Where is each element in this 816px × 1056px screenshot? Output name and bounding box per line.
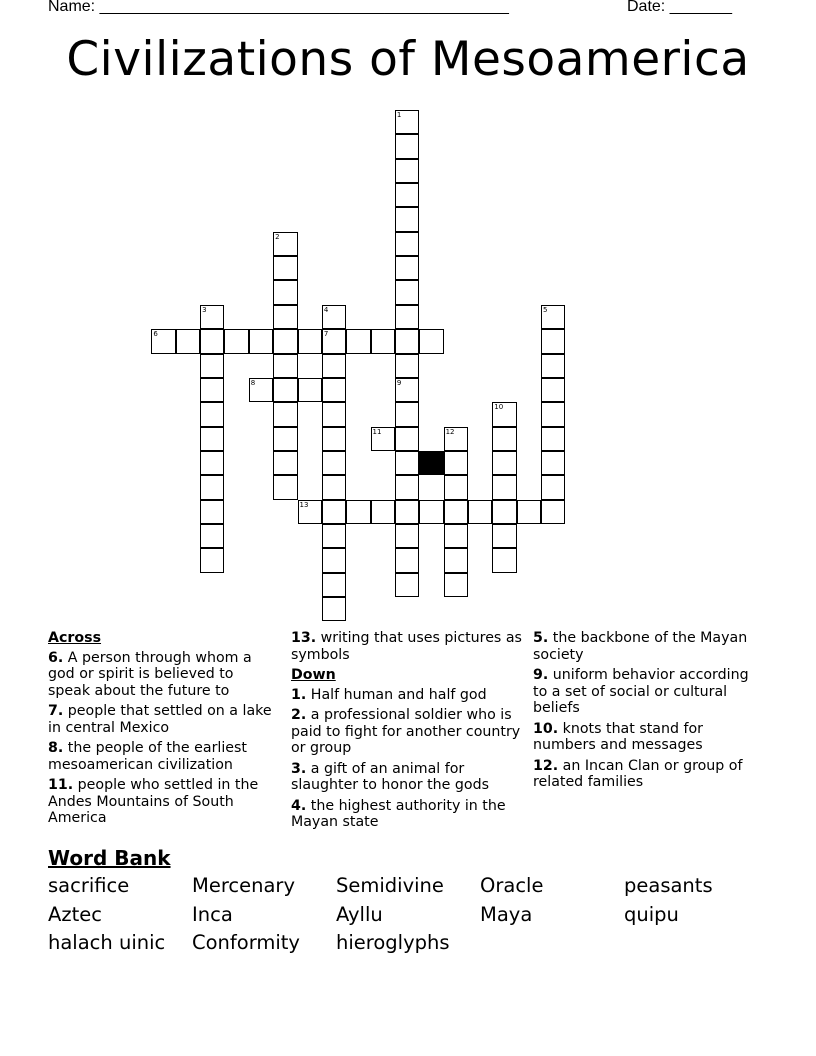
clue-number: 5 (543, 305, 548, 314)
grid-cell[interactable] (395, 548, 419, 572)
grid-cell[interactable] (395, 134, 419, 158)
clue-number: 2 (275, 232, 280, 241)
clue-number: 8 (250, 378, 256, 387)
grid-cell[interactable] (200, 524, 224, 548)
word-bank-item: Semidivine (336, 874, 444, 897)
grid-cell[interactable] (322, 427, 346, 451)
grid-cell[interactable] (492, 524, 516, 548)
grid-cell-numbered[interactable] (541, 305, 565, 329)
grid-cell-numbered[interactable] (273, 232, 297, 256)
word-bank-item: Maya (480, 903, 533, 926)
grid-cell[interactable] (492, 475, 516, 499)
down-heading: Down (291, 667, 336, 683)
grid-cell[interactable] (444, 451, 468, 475)
word-bank-item: Mercenary (192, 874, 295, 897)
word-bank-item: Conformity (192, 931, 300, 954)
clue-number: 6 (153, 330, 158, 339)
grid-cell[interactable] (298, 329, 322, 353)
grid-cell[interactable] (444, 573, 468, 597)
word-bank-item: Inca (192, 903, 233, 926)
word-bank-item: quipu (624, 903, 679, 926)
grid-cell[interactable] (322, 451, 346, 475)
grid-cell[interactable] (444, 475, 468, 499)
grid-cell[interactable] (273, 451, 297, 475)
grid-cell[interactable] (395, 427, 419, 451)
grid-cell[interactable] (395, 183, 419, 207)
grid-cell[interactable] (371, 329, 395, 353)
grid-cell[interactable] (200, 329, 224, 353)
word-bank-item: halach uinic (48, 931, 166, 954)
grid-cell[interactable] (541, 451, 565, 475)
grid-cell-numbered[interactable] (249, 378, 273, 402)
grid-cell[interactable] (395, 305, 419, 329)
grid-cell[interactable] (273, 475, 297, 499)
grid-cell[interactable] (200, 548, 224, 572)
grid-cell[interactable] (395, 329, 419, 353)
grid-cell[interactable] (541, 378, 565, 402)
grid-cell[interactable] (346, 500, 370, 524)
grid-cell[interactable] (224, 329, 248, 353)
grid-cell[interactable] (492, 451, 516, 475)
grid-cell[interactable] (273, 305, 297, 329)
grid-cell[interactable] (395, 354, 419, 378)
grid-cell[interactable] (419, 329, 443, 353)
clue-number: 9 (396, 378, 402, 387)
clues-column-3 (533, 630, 765, 795)
grid-cell-numbered[interactable] (322, 305, 346, 329)
grid-cell-numbered[interactable] (200, 305, 224, 329)
grid-cell[interactable] (273, 256, 297, 280)
date-field[interactable]: Date: _______ (627, 0, 732, 15)
grid-cell[interactable] (273, 280, 297, 304)
grid-cell[interactable] (273, 402, 297, 426)
grid-cell-numbered[interactable] (298, 500, 322, 524)
grid-cell[interactable] (322, 524, 346, 548)
blocked-cell (419, 451, 443, 475)
grid-cell[interactable] (395, 159, 419, 183)
clue-across-7: 7. people that settled on a lake in central Mexico (48, 703, 272, 736)
grid-cell[interactable] (395, 524, 419, 548)
grid-cell[interactable] (273, 427, 297, 451)
grid-cell[interactable] (200, 427, 224, 451)
grid-cell[interactable] (322, 378, 346, 402)
name-field[interactable]: Name: ______________________________________________ (48, 0, 509, 15)
grid-cell[interactable] (395, 475, 419, 499)
clue-number: 11 (372, 427, 382, 436)
grid-cell[interactable] (200, 354, 224, 378)
grid-cell[interactable] (395, 280, 419, 304)
grid-cell[interactable] (322, 500, 346, 524)
grid-cell[interactable] (249, 329, 273, 353)
clue-across-8: 8. the people of the earliest mesoamerican civilization (48, 740, 247, 773)
grid-cell-numbered[interactable] (371, 427, 395, 451)
word-bank-item: Aztec (48, 903, 102, 926)
clue-across-6: 6. A person through whom a god or spirit is believed to speak about the future to (48, 649, 252, 699)
grid-cell[interactable] (273, 329, 297, 353)
clue-number: 7 (323, 330, 329, 339)
clue-down-9: 9. uniform behavior according to a set of social or cultural beliefs (533, 667, 749, 716)
clue-number: 3 (202, 305, 207, 314)
grid-cell[interactable] (395, 500, 419, 524)
clue-number: 10 (494, 403, 504, 412)
grid-cell-numbered[interactable] (395, 110, 419, 134)
grid-cell[interactable] (322, 354, 346, 378)
clues-column-1 (48, 630, 280, 831)
word-bank-item: peasants (624, 874, 713, 897)
grid-cell[interactable] (444, 500, 468, 524)
grid-cell[interactable] (492, 427, 516, 451)
clue-number: 4 (323, 305, 329, 314)
clue-down-2: 2. a professional soldier who is paid to fight for another country or group (291, 707, 521, 756)
clue-across-13: 13. writing that uses pictures as symbols (291, 630, 522, 663)
grid-cell[interactable] (444, 548, 468, 572)
grid-cell[interactable] (541, 475, 565, 499)
grid-cell[interactable] (200, 500, 224, 524)
grid-cell[interactable] (395, 451, 419, 475)
grid-cell[interactable] (322, 597, 346, 621)
grid-cell[interactable] (200, 451, 224, 475)
grid-cell[interactable] (395, 573, 419, 597)
grid-cell[interactable] (298, 378, 322, 402)
word-bank-heading: Word Bank (48, 846, 171, 870)
clue-down-10: 10. knots that stand for numbers and messages (533, 720, 703, 753)
grid-cell[interactable] (541, 354, 565, 378)
grid-cell[interactable] (322, 573, 346, 597)
grid-cell[interactable] (444, 524, 468, 548)
word-bank-item: Ayllu (336, 903, 383, 926)
grid-cell[interactable] (395, 402, 419, 426)
grid-cell[interactable] (176, 329, 200, 353)
page-title: Civilizations of Mesoamerica (66, 32, 750, 87)
clue-down-5: 5. the backbone of the Mayan society (533, 630, 748, 663)
grid-cell-numbered[interactable] (492, 402, 516, 426)
clue-down-12: 12. an Incan Clan or group of related families (533, 757, 743, 790)
grid-cell-numbered[interactable] (395, 378, 419, 402)
grid-cell[interactable] (517, 500, 541, 524)
grid-cell-numbered[interactable] (444, 427, 468, 451)
grid-cell[interactable] (273, 354, 297, 378)
grid-cell[interactable] (395, 232, 419, 256)
clue-number: 12 (445, 427, 455, 436)
across-heading: Across (48, 630, 102, 646)
grid-cell[interactable] (200, 475, 224, 499)
grid-cell[interactable] (541, 402, 565, 426)
grid-cell[interactable] (200, 378, 224, 402)
word-bank-item: sacrifice (48, 874, 130, 897)
grid-cell[interactable] (492, 548, 516, 572)
clue-across-11: 11. people who settled in the Andes Mountains of South America (48, 777, 259, 826)
grid-cell[interactable] (541, 329, 565, 353)
clue-down-1: 1. Half human and half god (291, 686, 487, 703)
grid-cell[interactable] (371, 500, 395, 524)
grid-cell[interactable] (468, 500, 492, 524)
grid-cell[interactable] (322, 548, 346, 572)
grid-cell[interactable] (322, 475, 346, 499)
clue-number: 1 (396, 111, 402, 119)
grid-cell[interactable] (541, 500, 565, 524)
grid-cell[interactable] (346, 329, 370, 353)
clue-number: 13 (299, 500, 309, 509)
grid-cell[interactable] (492, 500, 516, 524)
grid-cell[interactable] (395, 207, 419, 231)
word-bank-item: Oracle (480, 874, 544, 897)
grid-cell[interactable] (395, 256, 419, 280)
word-bank-item: hieroglyphs (336, 931, 450, 954)
clue-down-3: 3. a gift of an animal for slaughter to honor the gods (291, 760, 489, 793)
clue-down-4: 4. the highest authority in the Mayan state (291, 797, 506, 830)
grid-cell-numbered[interactable] (151, 329, 175, 353)
grid-cell[interactable] (419, 500, 443, 524)
grid-cell[interactable] (322, 402, 346, 426)
grid-cell[interactable] (200, 402, 224, 426)
grid-cell[interactable] (541, 427, 565, 451)
grid-cell[interactable] (273, 378, 297, 402)
clues-column-2 (291, 630, 523, 835)
grid-cell-numbered[interactable] (322, 329, 346, 353)
